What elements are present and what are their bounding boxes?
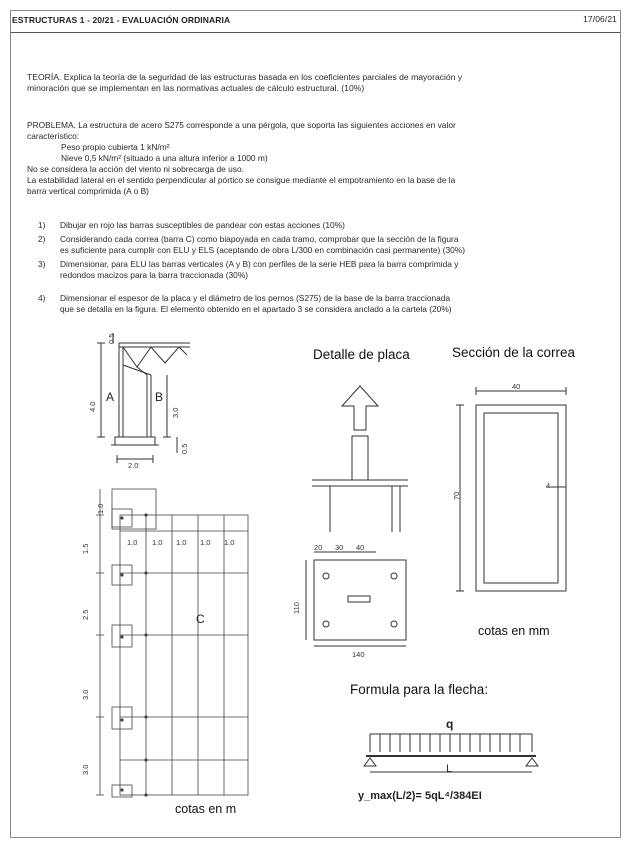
header-bar <box>10 10 621 33</box>
plan-units-label: cotas en m <box>175 802 237 816</box>
plate-dim-40: 40 <box>356 543 365 552</box>
plan-top-dim-2: 1.0 <box>152 538 163 547</box>
plate-detail-title: Detalle de placa <box>313 347 410 362</box>
plan-top-dim-3: 1.0 <box>176 538 187 547</box>
dim-elevation-width: 2.0 <box>128 461 139 470</box>
plan-left-dim-4: 3.0 <box>81 689 90 700</box>
section-dim-thickness: 4 <box>546 481 551 490</box>
span-l-label: L <box>446 763 453 775</box>
plan-left-dim-3: 2.5 <box>81 609 90 620</box>
problem-intro <box>27 120 617 197</box>
problem-load-1: Peso propio cubierta 1 kN/m² <box>61 142 170 152</box>
purlin-c-label: C <box>196 612 205 626</box>
problem-load-2: Nieve 0,5 kN/m² (situado a una altura inferior a 1000 m) <box>61 153 268 163</box>
section-dim-height: 70 <box>452 491 461 500</box>
dim-total-height: 4.0 <box>88 401 97 412</box>
deflection-formula: y_max(L/2)= 5qL⁴/384EI <box>358 790 482 802</box>
theory-line-2: minoración que se implementan en las normativas actuales de cálculo estructural. (10%) <box>27 83 365 93</box>
problem-note-1: No se considera la acción del viento ni sobrecarga de uso. <box>27 164 244 174</box>
plan-left-dim-2: 1.5 <box>81 543 90 554</box>
load-q-label: q <box>446 717 454 731</box>
plate-drawing <box>300 380 430 670</box>
theory-section <box>27 72 617 94</box>
problem-intro-line-1: PROBLEMA. La estructura de acero S275 corresponde a una pérgola, que soporta las siguientes acciones en valor <box>27 120 456 130</box>
dim-base-height: 0.5 <box>180 443 189 454</box>
problem-note-2: La estabilidad lateral en el sentido perpendicular al pórtico se consigue mediante el empotramiento en la base de la <box>27 175 456 185</box>
plan-left-dim-5: 3.0 <box>81 764 90 775</box>
problem-intro-line-2: característico: <box>27 131 80 141</box>
exam-date: 17/06/21 <box>583 14 617 24</box>
plan-top-dim-1: 1.0 <box>127 538 138 547</box>
plate-dim-20: 20 <box>314 543 323 552</box>
section-units-label: cotas en mm <box>478 624 550 638</box>
plan-top-dim-4: 1.0 <box>200 538 211 547</box>
dim-b-height: 3.0 <box>171 407 180 418</box>
plan-left-dim-1: 1.0 <box>96 503 105 514</box>
section-drawing <box>448 375 588 615</box>
problem-note-3: barra vertical comprimida (A o B) <box>27 186 149 196</box>
plan-top-dim-5: 1.0 <box>224 538 235 547</box>
elevation-drawing <box>75 325 195 475</box>
plate-dim-width: 140 <box>352 650 365 659</box>
exam-title: ESTRUCTURAS 1 - 20/21 - EVALUACIÓN ORDINARIA <box>12 15 231 25</box>
formula-title: Formula para la flecha: <box>350 682 489 697</box>
dim-top-offset: 0.5 <box>107 333 116 344</box>
plate-dim-height: 110 <box>292 602 301 614</box>
beam-diagram <box>360 730 545 780</box>
section-title: Sección de la correa <box>452 345 576 360</box>
plan-drawing <box>90 485 255 805</box>
section-dim-width: 40 <box>512 382 521 391</box>
plate-dim-30: 30 <box>335 543 344 552</box>
column-b-label: B <box>155 390 164 404</box>
theory-line-1: TEORÍA. Explica la teoría de la seguridad de las estructuras basada en los coeficientes parciales de mayoración y <box>27 72 463 82</box>
column-a-label: A <box>106 390 115 404</box>
